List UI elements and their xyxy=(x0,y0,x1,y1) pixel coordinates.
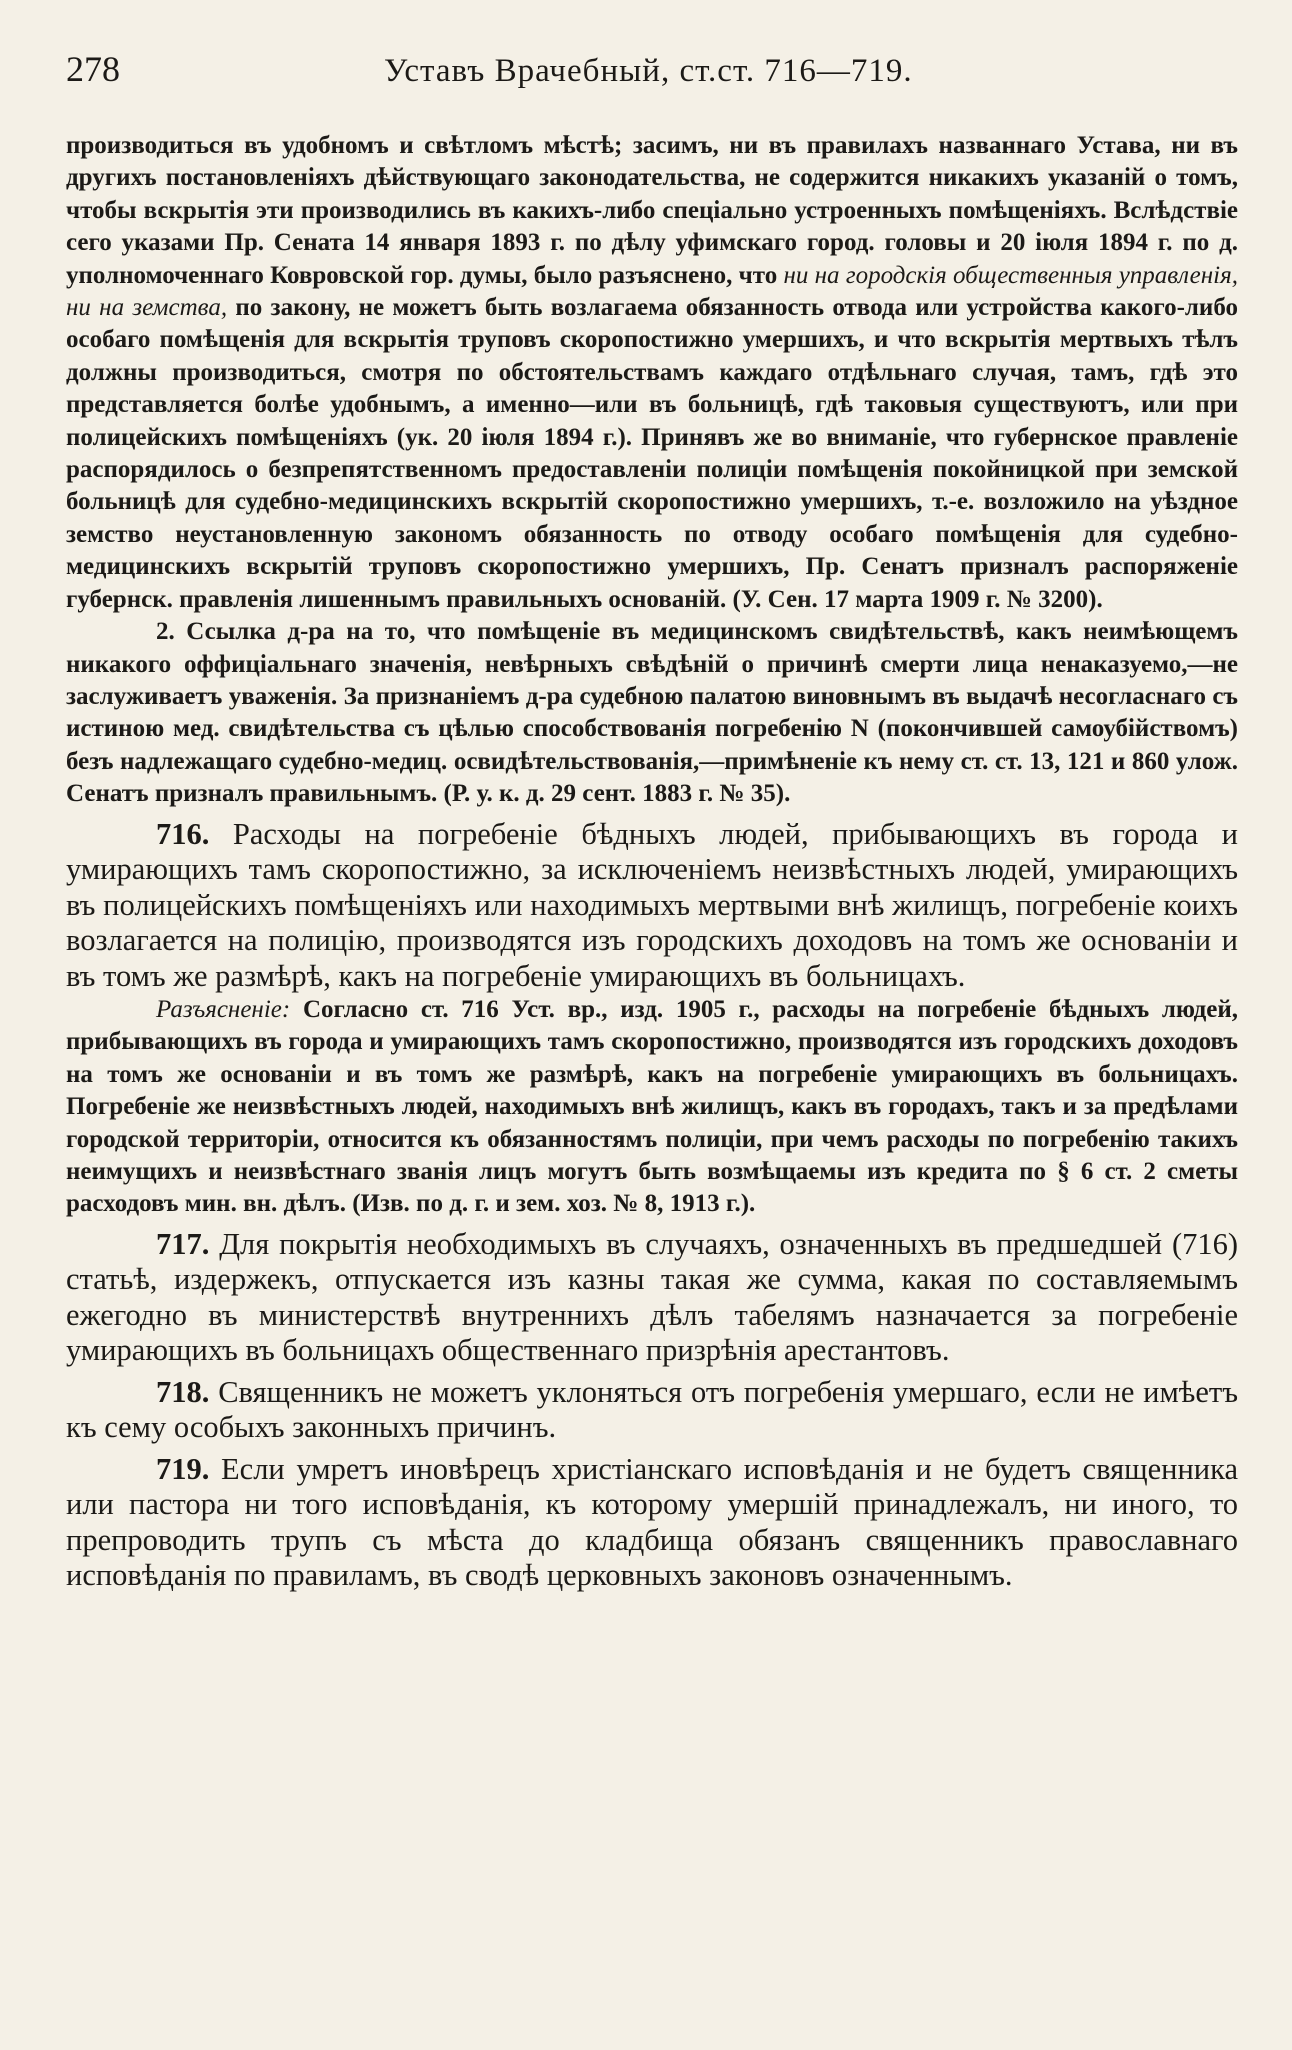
commentary-text-b: по закону, не можетъ быть возлагаема обязанность отвода или устройства какого-либо особаго помѣщенія для вскрытія труповъ скоропостижно умершихъ, и что вскрытія мертвыхъ тѣлъ должны производиться, смотря по обстоятельствамъ каждаго отдѣльнаго случая, тамъ, гдѣ это представляется болѣе удобнымъ, а именно—или въ больницѣ, гдѣ таковыя существуютъ, или при полицейскихъ помѣщеніяхъ (ук. 20 іюля 1894 г.). Принявъ же во вниманіе, что губернское правленіе распорядилось о безпрепятственномъ предоставленіи полиціи помѣщенія покойницкой при земской больницѣ для судебно-медицинскихъ вскрытій скоропостижно умершихъ, т.-е. возложило на уѣздное земство неустановленную закономъ обязанность по отводу особаго помѣщенія для судебно-медицинскихъ вскрытій труповъ скоропостижно умершихъ, Пр. Сенатъ призналъ распоряженіе губернск. правленія лишеннымъ правильныхъ основаній. (У. Сен. 17 марта 1909 г. № 3200). xyxy=(66,294,1239,613)
commentary-text-a: производиться въ удобномъ и свѣтломъ мѣстѣ; засимъ, ни въ правилахъ названнаго Устава, ни въ другихъ постановленіяхъ дѣйствующаго законодательства, не содержится никакихъ указаній о томъ, чтобы вскрытія эти производились въ какихъ-либо спеціально устроенныхъ помѣщеніяхъ. Вслѣдствіе сего указами Пр. Сената 14 января 1893 г. по дѣлу уфимскаго город. головы и 20 іюля 1894 г. по д. уполномоченнаго Ковровской гор. думы, было разъяснено, что xyxy=(66,132,1238,289)
commentary-paragraph-2: 2. Ссылка д-ра на то, что помѣщеніе въ медицинскомъ свидѣтельствѣ, какъ неимѣющемъ никакого оффиціальнаго значенія, невѣрныхъ свѣдѣній о причинѣ смерти лица ненаказуемо,—не заслуживаетъ уваженія. За признаніемъ д-ра судебною палатою виновнымъ въ выдачѣ несогласнаго съ истиною мед. свидѣтельства съ цѣлью способствованія погребенію N (покончившей самоубійствомъ) безъ надлежащаго судебно-медиц. освидѣтельствованія,—примѣненіе къ нему ст. ст. 13, 121 и 860 улож. Сенатъ призналъ правильнымъ. (Р. у. к. д. 29 сент. 1883 г. № 35). xyxy=(66,618,1238,808)
article-number: 718. xyxy=(156,1374,210,1409)
running-title: Уставъ Врачебный, ст.ст. 716—719. xyxy=(384,53,913,89)
explanation-paragraph xyxy=(66,994,1238,1221)
article-717 xyxy=(66,1227,1238,1369)
explanation-label: Разъясненіе: xyxy=(156,996,291,1024)
article-text: Расходы на погребеніе бѣдныхъ людей, прибывающихъ въ города и умирающихъ тамъ скоропостижно, за исключеніемъ неизвѣстныхъ людей, умирающихъ въ полицейскихъ помѣщеніяхъ или находимыхъ мертвыми внѣ жилищъ, погребеніе коихъ возлагается на полицію, производятся изъ городскихъ доходовъ на томъ же основаніи и въ томъ же размѣрѣ, какъ на погребеніе умирающихъ въ больницахъ. xyxy=(66,816,1239,993)
commentary-paragraph-1 xyxy=(66,130,1238,616)
explanation-text: Согласно ст. 716 Уст. вр., изд. 1905 г., расходы на погребеніе бѣдныхъ людей, прибывающихъ въ города и умирающихъ тамъ скоропостижно, производятся изъ городскихъ доходовъ на томъ же основаніи и въ томъ же размѣрѣ, какъ на погребеніе умирающихъ въ больницахъ. Погребеніе же неизвѣстныхъ людей, находимыхъ внѣ жилищъ, какъ въ городахъ, такъ и за предѣлами городской территоріи, относится къ обязанностямъ полиціи, при чемъ расходы по погребенію такихъ неимущихъ и неизвѣстнаго званія лицъ могутъ быть возмѣщаемы изъ кредита по § 6 ст. 2 сметы расходовъ мин. вн. дѣлъ. (Изв. по д. г. и зем. хоз. № 8, 1913 г.). xyxy=(66,996,1238,1218)
article-number: 719. xyxy=(156,1451,210,1486)
article-text: Если умретъ иновѣрецъ христіанскаго исповѣданія и не будетъ священника или пастора ни того исповѣданія, къ которому умершій принадлежалъ, ни иного, то препроводить трупъ съ мѣста до кладбища обязанъ священникъ православнаго исповѣданія по правиламъ, въ сводѣ церковныхъ законовъ означеннымъ. xyxy=(66,1451,1239,1593)
article-716 xyxy=(66,817,1238,995)
article-text: Для покрытія необходимыхъ въ случаяхъ, означенныхъ въ предшедшей (716) статьѣ, издержекъ, отпускается изъ казны такая же сумма, какая по составляемымъ ежегодно въ министерствѣ внутреннихъ дѣлъ табелямъ назначается за погребеніе умирающихъ въ больницахъ общественнаго призрѣнія арестантовъ. xyxy=(66,1226,1239,1368)
article-719 xyxy=(66,1452,1238,1594)
article-number: 717. xyxy=(156,1226,210,1261)
article-text: Священникъ не можетъ уклоняться отъ погребенія умершаго, если не имѣетъ къ сему особыхъ законныхъ причинъ. xyxy=(66,1374,1238,1445)
article-number: 716. xyxy=(156,816,210,851)
commentary-italic-phrase: ни на городскія общественныя управленія, ни на земства, xyxy=(66,261,1238,322)
page-number: 278 xyxy=(66,49,120,89)
page-header xyxy=(66,48,1238,108)
article-718 xyxy=(66,1375,1238,1446)
